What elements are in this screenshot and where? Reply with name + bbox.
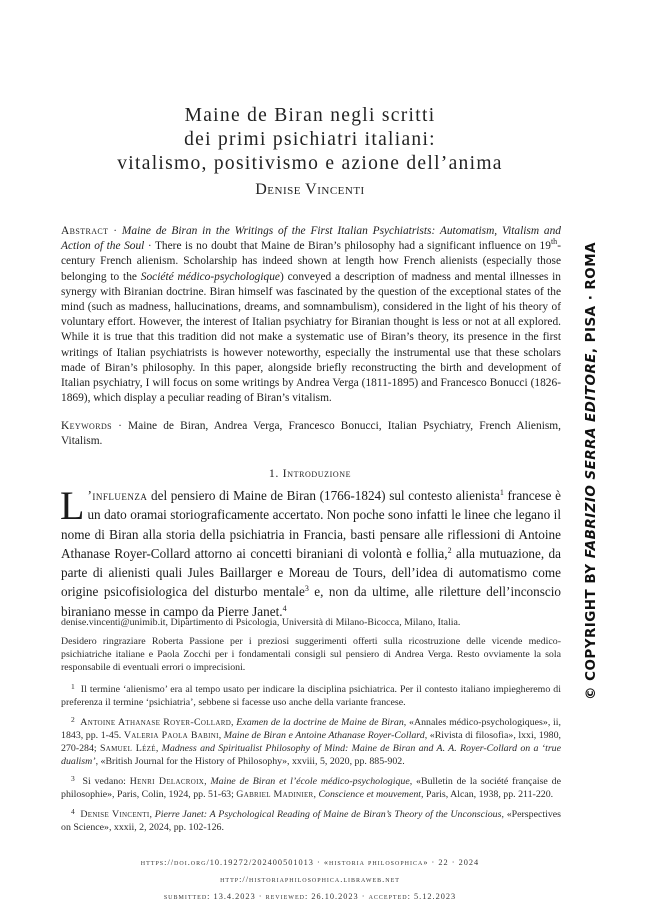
footnote-ref-3[interactable]: 3 [304,584,309,594]
footnote-ref-4[interactable]: 4 [282,603,287,613]
footnote-4: $^4$ Denise Vincenti, Pierre Janet: A Psychological Reading of Maine de Biran’s Theory of the Unconscious, «Perspectives on Science», xxxii, 2, 2024, pp. 102-126. [61,807,561,833]
keywords-label: Keywords [61,420,112,432]
title-line-1: Maine de Biran negli scritti [184,105,436,126]
acknowledgment: Desidero ringraziare Roberta Passione per i preziosi suggerimenti offerti sulla ricostruzione delle vicende medico-psichiatriche italiane e Paola Zocchi per i fondamentali consigli sul pensiero di Andrea Verga. Resto ovviamente la sola responsabile di eventuali errori o imprecisioni. [61,636,561,673]
footnotes [61,616,561,838]
abstract-label: Abstract [61,225,109,237]
drop-cap: L [60,483,85,528]
article-title [60,104,560,176]
footnote-2: $^2$ Antoine Athanase Royer-Collard, Examen de la doctrine de Maine de Biran, «Annales médico-psychologiques», ii, 1843, pp. 1-45. Valeria Paola Babini, Maine de Biran e Antoine Athanase Royer-Collard, «Rivista di filosofia», lxxi, 1980, 270-284; Samuel Lézé, Madness and Spiritualist Philosophy of Mind: Maine de Biran and A. A. Royer-Collard on a ‘true dualism’, «British Journal for the History of Philosophy», xxviii, 5, 2020, pp. 885-902. [61,715,562,767]
section-heading: 1. Introduzione [268,466,352,480]
copyright-notice: © COPYRIGHT BY FABRIZIO SERRA EDITORE, PISA · ROMA [583,242,599,700]
footnote-ref-2[interactable]: 2 [447,545,452,555]
doi-line[interactable]: https://doi.org/10.19272/202400501013 · «historia philosophica» · 22 · 2024 [140,858,480,867]
footnote-1: $^1$ Il termine ‘alienismo’ era al tempo usato per indicare la disciplina psichiatrica. Per il contesto italiano impiegheremo di preferenza il termine ‘psichiatria’, sebbene si facesse uso anche della variante francese. [61,682,561,708]
abstract: Abstract · Maine de Biran in the Writings of the First Italian Psychiatrists: Automatism, Vitalism and Action of the Soul · There is no doubt that Maine de Biran’s philosophy had a significant influence on 19th-century French alienism. Scholarship has indeed shown at length how French alienists (especially those belonging to the Société médico-psychologique) conveyed a description of madness and mental illnesses in synergy with Biranian doctrine. Biran himself was fascinated by the question of the exceptional states of the mind (such as madness, hallucinations, dreams, and somnambulism), considered in the light of his theory of voluntary effort. However, the interest of Italian psychiatry for Biranian thought is less or not at all explored. While it is true that this tradition did not make a systematic use of Biran’s theory, its presence in the first writings of Italian psychiatrists is however noteworthy, especially the instrumental use that these scholars made of Biran’s philosophy. In this paper, alongside briefly reconstructing the birth and development of Italian psychiatry, I will focus on some writings by Andrea Verga (1811-1895) and Francesco Bonucci (1826-1869), which display a peculiar reading of Biran’s vitalism. [61,225,562,405]
title-line-3: vitalismo, positivismo e azione dell’anima [117,153,503,174]
affiliation: denise.vincenti@unimib.it, Dipartimento di Psicologia, Università di Milano-Bicocca, Milano, Italia. [61,617,461,628]
keywords: Keywords · Maine de Biran, Andrea Verga, Francesco Bonucci, Italian Psychiatry, French Alienism, Vitalism. [61,420,561,448]
author-name: Denise Vincenti [255,181,365,198]
abstract-english-title: Maine de Biran in the Writings of the First Italian Psychiatrists: Automatism, Vitalism and Action of the Soul [61,225,562,253]
title-line-2: dei primi psichiatri italiani: [184,129,436,150]
dates-line: submitted: 13.4.2023 · reviewed: 26.10.2023 · accepted: 5.12.2023 [163,892,457,901]
footnote-ref-1[interactable]: 1 [499,488,504,497]
intro-paragraph: L ’influenza del pensiero di Maine de Biran (1766-1824) sul contesto alienista$^1$ francese è un dato oramai storiograficamente accertato. Non poche sono infatti le linee che legano il nome di Biran alla storia della psichiatria in Francia, basti pensare alle riflessioni di Antoine Athanase Royer-Collard attorno ai concetti biraniani di volontà e follia,$^2$ alla mutuazione, da parte di alienisti quali Jules Baillarger e Moreau de Tours, dell’idea di automatismo come origine psicofisiologica del disturbo mentale$^3$ e, non da ultime, alle riletture dell’inconscio biraniano messe in campo da Pierre Janet.$^4$ [60,483,562,619]
footnote-3: $^3$ Si vedano: Henri Delacroix, Maine de Biran et l’école médico-psychologique, «Bulletin de la société française de philosophie», Paris, Colin, 1924, pp. 51-63; Gabriel Madinier, Conscience et mouvement, Paris, Alcan, 1938, pp. 211-220. [61,774,561,800]
web-line[interactable]: http://historiaphilosophica.libraweb.net [220,875,400,884]
